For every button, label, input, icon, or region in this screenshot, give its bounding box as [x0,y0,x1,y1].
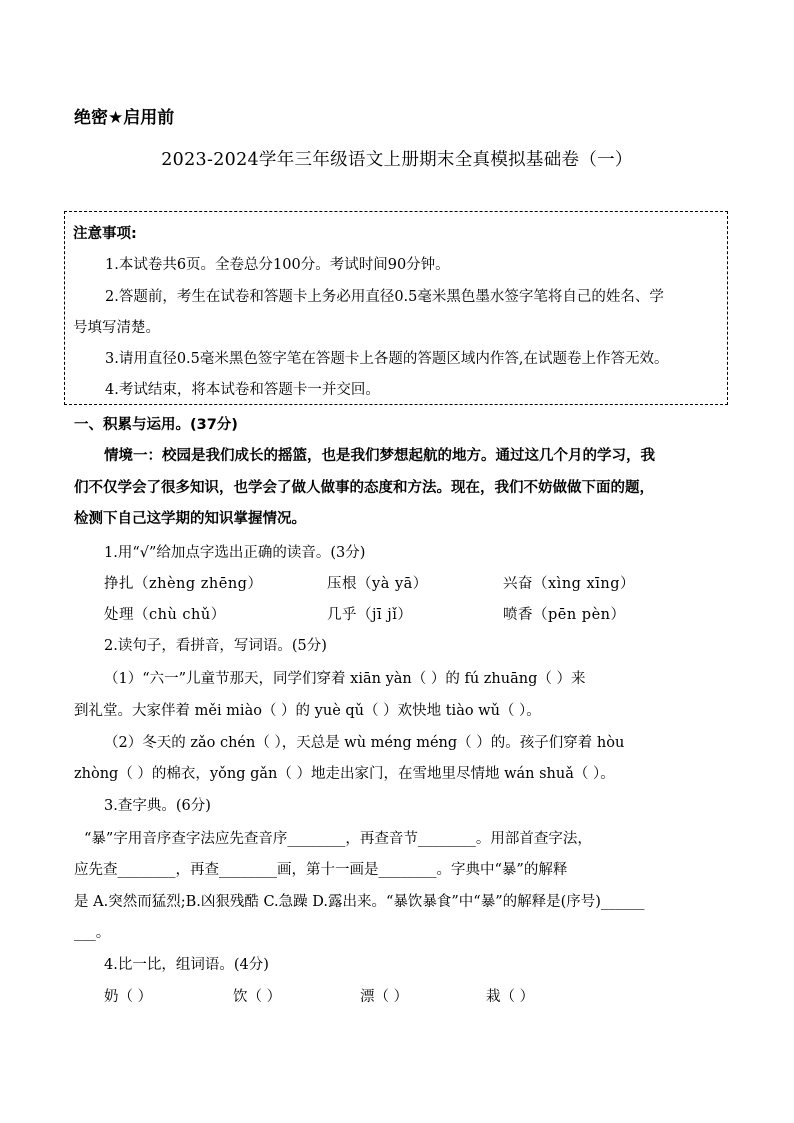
pinyin-choice: 喷香（pēn pèn） [503,607,626,623]
notice-item: 2.答题前，考生在试卷和答题卡上务必用直径0.5毫米黑色墨水签字笔将自己的姓名、学 [105,289,664,305]
compare-item: 饮（ ） [233,989,282,1005]
question-line: （2）冬天的 zǎo chén（ ），天总是 wù méng méng（ ）的。孩子们穿着 hòu [104,735,625,751]
pinyin-choice: 兴奋（xìng xīng） [503,576,635,592]
notice-item: 4.考试结束，将本试卷和答题卡一并交回。 [105,382,380,398]
notice-item: 1.本试卷共6页。全卷总分100分。考试时间90分钟。 [105,257,450,273]
compare-item: 奶（ ） [104,989,153,1005]
question-line: 是 A.突然而猛烈;B.凶狠残酷 C.急躁 D.露出来。“暴饮暴食”中“暴”的解释是(序号)______ [74,894,645,910]
exam-title: 2023-2024学年三年级语文上册期末全真模拟基础卷（一） [161,150,633,170]
question-stem: 2.读句子，看拼音，写词语。(5分) [104,638,327,654]
question-line: （1）“六一”儿童节那天，同学们穿着 xiān yàn（ ）的 fú zhuāng（ ）来 [104,671,586,687]
compare-item: 漂（ ） [360,989,409,1005]
pinyin-choice: 压根（yà yā） [327,576,428,592]
question-stem: 3.查字典。(6分) [104,798,211,814]
pinyin-choice: 处理（chù chǔ） [104,607,226,623]
question-line: “暴”字用音序查字法应先查音序________，再查音节________。用部首查字法， [84,831,592,847]
question-line: 到礼堂。大家伴着 měi miào（ ）的 yuè qǔ（ ）欢快地 tiào wǔ（ ）。 [74,703,541,719]
pinyin-choice: 几乎（jī jǐ） [327,607,413,623]
notice-heading: 注意事项: [73,226,137,242]
notice-item: 号填写清楚。 [73,320,160,336]
section-heading: 一、积累与运用。(37分) [74,417,238,433]
scenario-text: 检测下自己这学期的知识掌握情况。 [74,510,306,527]
notice-item: 3.请用直径0.5毫米黑色签字笔在答题卡上各题的答题区域内作答,在试题卷上作答无效。 [105,351,669,367]
question-line: 应先查________，再查________画，第十一画是________。字典中“暴”的解释 [74,862,568,878]
scenario-text: 情境一：校园是我们成长的摇篮，也是我们梦想起航的地方。通过这几个月的学习，我 [104,447,655,464]
compare-item: 栽（ ） [486,989,535,1005]
pinyin-choice: 挣扎（zhèng zhēng） [104,576,263,592]
scenario-text: 们不仅学会了很多知识，也学会了做人做事的态度和方法。现在，我们不妨做做下面的题， [74,479,654,496]
question-line: zhòng（ ）的棉衣，yǒng gǎn（ ）地走出家门，在雪地里尽情地 wán shuǎ（ ）。 [74,766,615,782]
question-line: ___。 [74,925,111,941]
confidential-mark: 绝密★启用前 [74,108,175,128]
notice-box [64,211,728,405]
question-stem: 1.用“√”给加点字选出正确的读音。(3分) [104,545,366,561]
question-stem: 4.比一比，组词语。(4分) [104,957,269,973]
